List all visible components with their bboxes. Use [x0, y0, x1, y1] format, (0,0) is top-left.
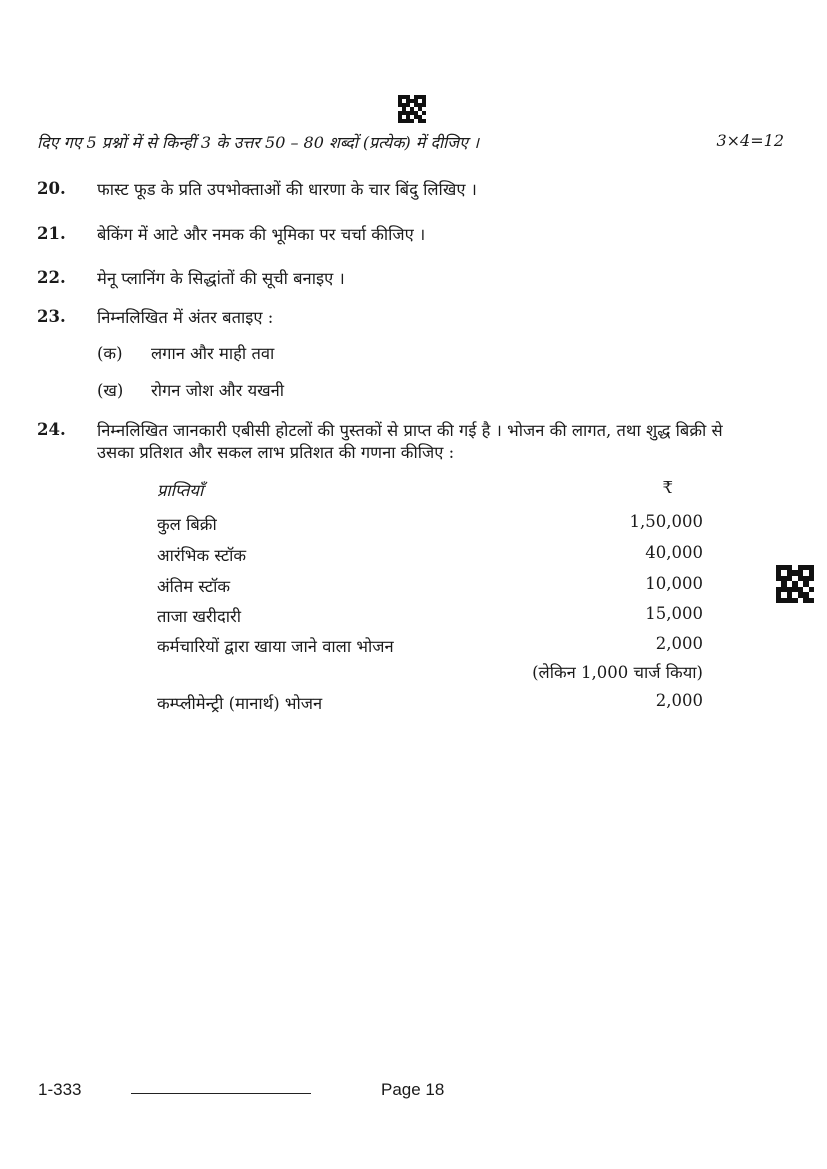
- marks-allocation: 3×4=12: [716, 131, 784, 150]
- paper-code: 1-333: [38, 1080, 82, 1099]
- row-value: 15,000: [645, 604, 703, 623]
- table-row-note: [157, 660, 703, 684]
- question-text: निम्नलिखित में अंतर बताइए :: [97, 308, 274, 327]
- row-label: कुल बिक्री: [157, 515, 217, 534]
- table-header: [157, 478, 703, 502]
- row-label: ताजा खरीदारी: [157, 607, 242, 626]
- table-row: [157, 574, 703, 598]
- table-row: [157, 512, 703, 536]
- part-label: (क): [97, 344, 123, 363]
- row-note: (लेकिन 1,000 चार्ज किया): [532, 663, 703, 682]
- section-instruction: [37, 131, 787, 153]
- rupee-symbol: ₹: [662, 478, 673, 497]
- instruction-text: दिए गए 5 प्रश्नों में से किन्हीं 3 के उत्तर 50 – 80 शब्दों (प्रत्येक) में दीजिए ।: [37, 133, 480, 152]
- row-label: कम्प्लीमेन्ट्री (मानार्थ) भोजन: [157, 694, 323, 713]
- row-value: 2,000: [655, 691, 703, 710]
- table-row: [157, 691, 703, 715]
- question-number: 20.: [37, 179, 66, 198]
- header-label: प्राप्तियाँ: [157, 481, 204, 500]
- row-value: 40,000: [645, 543, 703, 562]
- question-number: 23.: [37, 307, 66, 326]
- question-text: मेनू प्लानिंग के सिद्धांतों की सूची बनाइए ।: [97, 269, 345, 288]
- question-number: 24.: [37, 420, 66, 439]
- part-text: रोगन जोश और यखनी: [151, 381, 285, 400]
- question-number: 21.: [37, 224, 66, 243]
- row-value: 10,000: [645, 574, 703, 593]
- question-number: 22.: [37, 268, 66, 287]
- row-label: आरंभिक स्टॉक: [157, 546, 247, 565]
- question-text: बेकिंग में आटे और नमक की भूमिका पर चर्चा कीजिए ।: [97, 225, 426, 244]
- table-row: [157, 543, 703, 567]
- qr-code-icon: [398, 95, 426, 123]
- row-value: 1,50,000: [629, 512, 703, 531]
- row-label: अंतिम स्टॉक: [157, 577, 231, 596]
- row-label: कर्मचारियों द्वारा खाया जाने वाला भोजन: [157, 637, 394, 656]
- question-23-part-b: [97, 378, 284, 401]
- question-text: निम्नलिखित जानकारी एबीसी होटलों की पुस्तकों से प्राप्त की गई है । भोजन की लागत, तथा शुद्ध बिक्री से उसका प्रतिशत और सकल लाभ प्रतिशत की गणना कीजिए :: [97, 421, 723, 462]
- question-23-part-a: [97, 341, 274, 364]
- page-number: Page 18: [381, 1080, 445, 1099]
- table-row: [157, 634, 703, 658]
- part-label: (ख): [97, 381, 124, 400]
- qr-code-icon: [776, 565, 814, 603]
- table-row: [157, 604, 703, 628]
- part-text: लगान और माही तवा: [151, 344, 275, 363]
- question-text: फास्ट फूड के प्रति उपभोक्ताओं की धारणा के चार बिंदु लिखिए ।: [97, 180, 477, 199]
- footer-divider: [131, 1093, 311, 1094]
- row-value: 2,000: [655, 634, 703, 653]
